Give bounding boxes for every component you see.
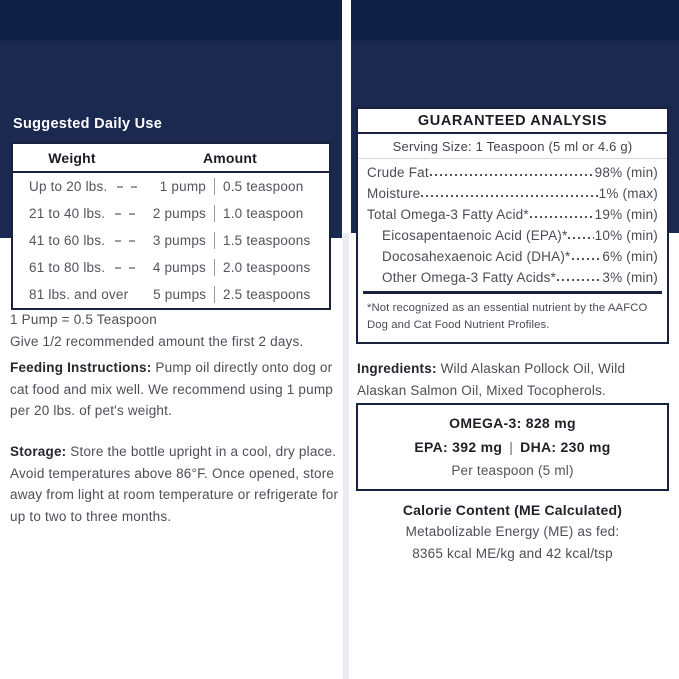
weight-cell: 21 to 40 lbs. — [29, 206, 106, 221]
analysis-value: 1% (max) — [598, 186, 658, 201]
feeding-instructions — [10, 357, 336, 422]
column-header-weight: Weight — [48, 150, 96, 166]
dot-leader — [557, 279, 601, 281]
analysis-value: 6% (min) — [602, 249, 658, 264]
cell-divider — [214, 259, 215, 276]
analysis-row — [367, 204, 658, 225]
weight-cell: 61 to 80 lbs. — [29, 260, 106, 275]
kcal-values-line: 8365 kcal ME/kg and 42 kcal/tsp — [412, 546, 613, 561]
analysis-value: 3% (min) — [602, 270, 658, 285]
table-row — [13, 281, 329, 308]
teaspoon-cell: 0.5 teaspoon — [223, 179, 304, 194]
dash-leader — [115, 213, 138, 215]
dot-leader — [530, 216, 594, 218]
ingredients — [357, 358, 671, 401]
dosage-table — [11, 142, 331, 310]
table-row — [13, 173, 329, 200]
table-row — [13, 254, 329, 281]
weight-cell: Up to 20 lbs. — [29, 179, 108, 194]
storage-text: Store the bottle upright in a cool, dry place. Avoid temperatures above 86°F. Once opened, store away from light at room temperature or refrigerate for up to two to three months. — [10, 444, 339, 524]
dosage-table-header — [13, 144, 329, 173]
teaspoon-cell: 1.0 teaspoon — [223, 206, 304, 221]
omega3-total: OMEGA-3: 828 mg — [449, 415, 576, 431]
dot-leader — [421, 195, 597, 197]
ingredients-label: Ingredients: — [357, 361, 437, 376]
analysis-row — [367, 225, 658, 246]
dha-value: DHA: 230 mg — [520, 439, 611, 455]
analysis-row — [367, 267, 658, 288]
guaranteed-analysis-title: GUARANTEED ANALYSIS — [358, 109, 667, 134]
suggested-daily-use-title: Suggested Daily Use — [13, 116, 163, 132]
pumps-cell: 3 pumps — [152, 233, 206, 248]
analysis-label: Docosahexaenoic Acid (DHA)* — [382, 249, 571, 264]
dot-leader — [568, 237, 593, 239]
analysis-label: Crude Fat — [367, 165, 429, 180]
first-days-note: Give 1/2 recommended amount the first 2 days. — [10, 333, 304, 349]
weight-cell: 81 lbs. and over — [29, 287, 129, 302]
per-teaspoon-note: Per teaspoon (5 ml) — [451, 463, 574, 478]
serving-size: Serving Size: 1 Teaspoon (5 ml or 4.6 g) — [358, 134, 667, 159]
pumps-cell: 2 pumps — [152, 206, 206, 221]
analysis-row — [367, 183, 658, 204]
analysis-value: 19% (min) — [594, 207, 658, 222]
pumps-cell: 1 pump — [159, 179, 206, 194]
calorie-content-title: Calorie Content (ME Calculated) — [402, 502, 623, 518]
analysis-value: 10% (min) — [594, 228, 658, 243]
cell-divider — [214, 286, 215, 303]
epa-value: EPA: 392 mg — [414, 439, 503, 455]
cell-divider — [214, 205, 215, 222]
teaspoon-cell: 2.0 teaspoons — [223, 260, 311, 275]
teaspoon-cell: 1.5 teaspoons — [223, 233, 311, 248]
analysis-rows — [358, 159, 667, 288]
table-row — [13, 227, 329, 254]
aafco-footnote: *Not recognized as an essential nutrient by the AAFCO Dog and Cat Food Nutrient Profiles. — [367, 302, 648, 331]
ingredients-text: Wild Alaskan Pollock Oil, Wild Alaskan Salmon Oil, Mixed Tocopherols. — [357, 361, 626, 398]
table-row — [13, 200, 329, 227]
analysis-label: Moisture — [367, 186, 421, 201]
analysis-label: Total Omega-3 Fatty Acid* — [367, 207, 529, 222]
pumps-cell: 5 pumps — [153, 287, 207, 302]
feeding-instructions-text: Pump oil directly onto dog or cat food and mix well. We recommend using 1 pump per 20 lbs. of pet's weight. — [10, 360, 334, 418]
metabolizable-energy-line: Metabolizable Energy (ME) as fed: — [405, 524, 620, 539]
panel-gap-divider — [343, 233, 349, 679]
analysis-label: Eicosapentaenoic Acid (EPA)* — [382, 228, 568, 243]
calorie-content — [356, 499, 669, 565]
pump-conversion-notes — [10, 309, 303, 352]
analysis-row — [367, 162, 658, 183]
guaranteed-analysis-box — [356, 107, 669, 344]
storage-label: Storage: — [10, 444, 67, 459]
pumps-cell: 4 pumps — [152, 260, 206, 275]
analysis-value: 98% (min) — [594, 165, 658, 180]
value-separator: | — [509, 439, 514, 455]
analysis-row — [367, 246, 658, 267]
dot-leader — [430, 174, 594, 176]
feeding-instructions-label: Feeding Instructions: — [10, 360, 152, 375]
dash-leader — [117, 186, 138, 188]
teaspoon-cell: 2.5 teaspoons — [223, 287, 311, 302]
column-header-amount: Amount — [202, 150, 258, 166]
omega-content-box — [356, 403, 669, 491]
cell-divider — [214, 232, 215, 249]
pump-equivalence-note: 1 Pump = 0.5 Teaspoon — [10, 312, 157, 327]
epa-dha-line — [358, 439, 667, 455]
analysis-label: Other Omega-3 Fatty Acids* — [382, 270, 557, 285]
dash-leader — [115, 267, 138, 269]
dot-leader — [572, 258, 602, 260]
dash-leader — [115, 240, 138, 242]
storage-instructions — [10, 441, 340, 527]
cell-divider — [214, 178, 215, 195]
weight-cell: 41 to 60 lbs. — [29, 233, 106, 248]
